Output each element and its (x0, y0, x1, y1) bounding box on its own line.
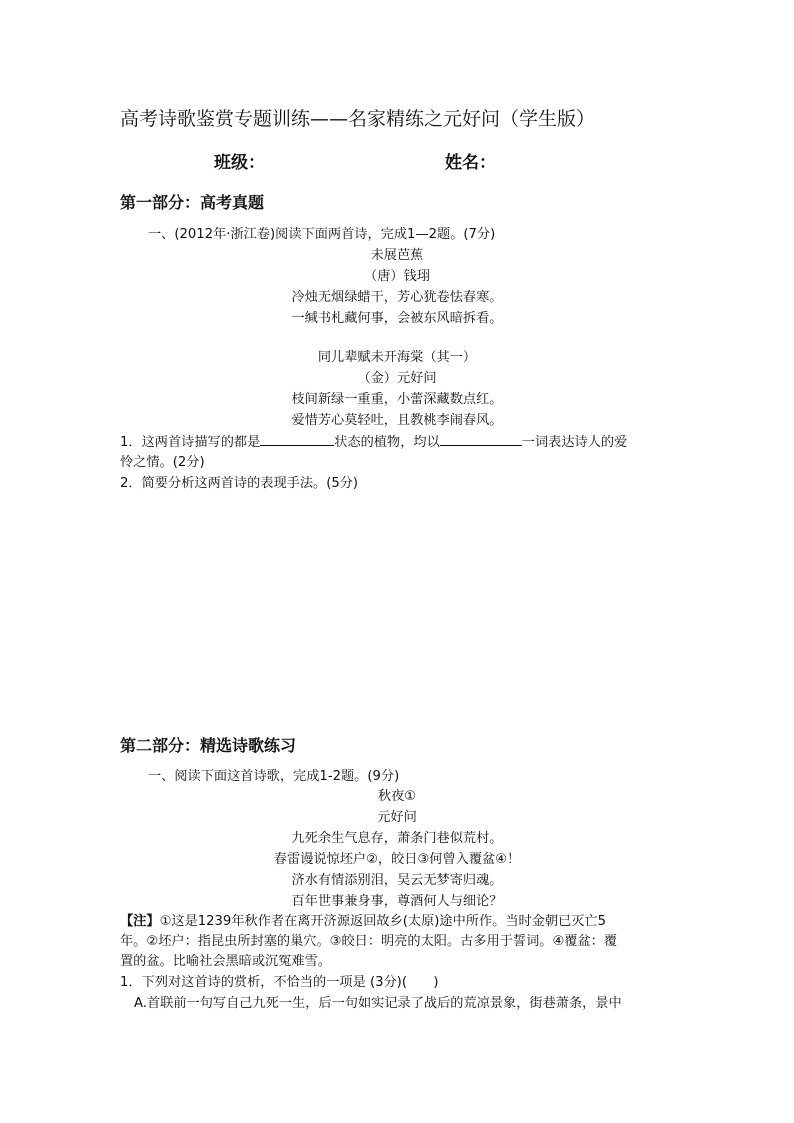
note-line: 置的盆。比喻社会黑暗或沉冤难雪。 (120, 954, 331, 969)
note-line (120, 910, 606, 929)
question-1-text: 1．这两首诗描写的都是 (120, 435, 261, 450)
note-line: 年。②坯户：指昆虫所封塞的巢穴。③皎日：明亮的太阳。古多用于誓词。④覆盆：覆 (120, 934, 618, 949)
poem3-line: 济水有情添别泪，吴云无梦寄归魂。 (291, 873, 503, 888)
poem1-author: （唐）钱珝 (364, 269, 430, 284)
document-title: 高考诗歌鉴赏专题训练——名家精练之元好问（学生版） (120, 108, 596, 130)
note-label: 【注】 (120, 914, 160, 929)
question-2: 2．简要分析这两首诗的表现手法。(5分) (120, 476, 359, 491)
poem1-line: 一缄书札藏何事，会被东风暗拆看。 (291, 311, 503, 326)
note-text: ①这是1239年秋作者在离开济源返回故乡(太原)途中所作。当时金朝已灭亡5 (159, 914, 607, 929)
answer-blank[interactable] (440, 431, 522, 446)
poem2-author: （金）元好问 (357, 371, 437, 386)
name-label: 姓名： (445, 153, 496, 173)
part2-heading: 第二部分：精选诗歌练习 (120, 736, 297, 755)
part2-question-1: 1．下列对这首诗的赏析，不恰当的一项是 (3分)( ) (120, 975, 439, 990)
part2-intro: 一、阅读下面这首诗歌，完成1-2题。(9分) (148, 769, 400, 784)
poem3-line: 九死余生气息存，萧条门巷似荒村。 (291, 831, 503, 846)
class-label: 班级： (214, 153, 265, 173)
part1-heading: 第一部分：高考真题 (120, 193, 265, 212)
poem2-title: 同儿辈赋未开海棠（其一） (317, 350, 477, 365)
question-1 (120, 431, 627, 450)
question-1-continued: 怜之情。(2分) (120, 455, 205, 470)
poem1-title: 未展芭蕉 (370, 248, 424, 263)
poem3-line: 百年世事兼身事，尊酒何人与细论？ (291, 894, 503, 909)
part1-intro: 一、(2012年·浙江卷)阅读下面两首诗，完成1—2题。(7分) (148, 227, 496, 242)
question-1-text: 状态的植物，均以 (334, 435, 440, 450)
option-a: A.首联前一句写自己九死一生，后一句如实记录了战后的荒凉景象，街巷萧条，景中 (134, 996, 622, 1011)
poem3-title: 秋夜① (377, 789, 417, 804)
poem3-line: 春雷谩说惊坯户②，皎日③何曾入覆盆④！ (273, 852, 521, 867)
poem2-line: 枝间新绿一重重，小蕾深藏数点红。 (291, 392, 503, 407)
question-1-text: 一词表达诗人的爱 (521, 435, 628, 450)
answer-blank[interactable] (260, 431, 334, 446)
poem2-line: 爱惜芳心莫轻吐，且教桃李闹春风。 (291, 413, 503, 428)
poem1-line: 冷烛无烟绿蜡干，芳心犹卷怯春寒。 (291, 290, 503, 305)
poem3-author: 元好问 (377, 810, 417, 825)
